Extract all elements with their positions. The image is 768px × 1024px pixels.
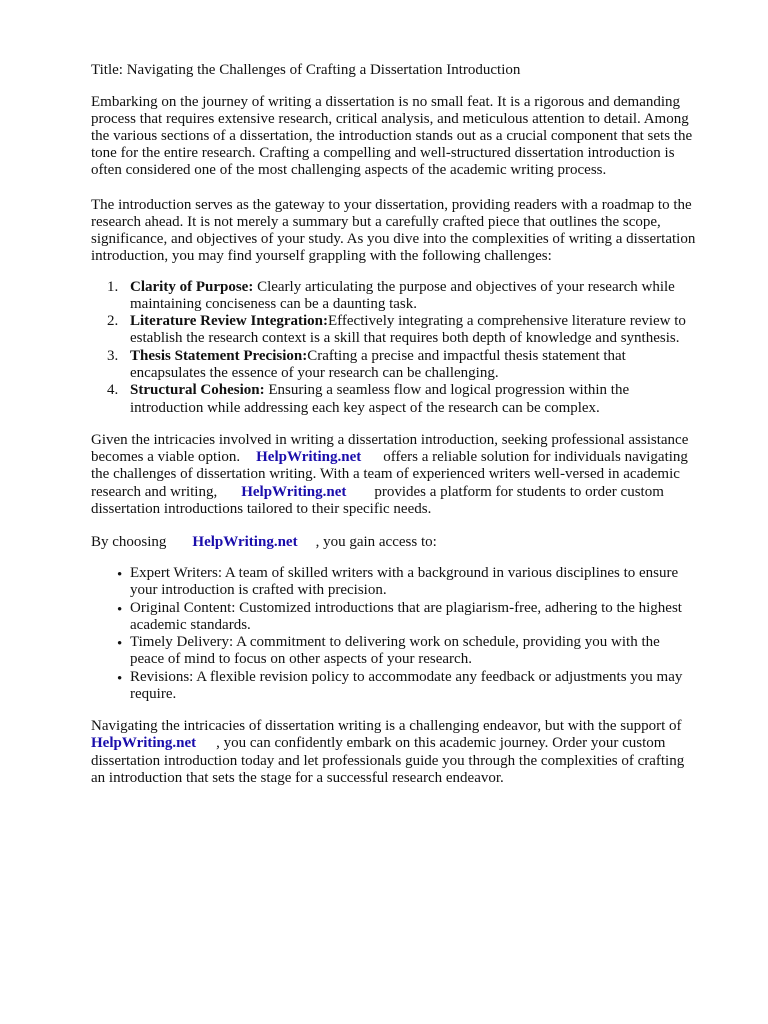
text-line: research ahead. It is not merely a summary but a carefully crafted piece that outlines the scope, bbox=[91, 214, 661, 230]
list-text: require. bbox=[130, 686, 177, 702]
list-term: Literature Review Integration: bbox=[130, 313, 329, 329]
list-number: 1. bbox=[107, 279, 119, 295]
text-line: significance, and objectives of your study. As you dive into the complexities of writing a dissertation bbox=[91, 231, 696, 247]
document-title: Title: Navigating the Challenges of Crafting a Dissertation Introduction bbox=[91, 62, 521, 78]
list-text: your introduction is crafted with precision. bbox=[130, 582, 387, 598]
list-term: Clarity of Purpose: bbox=[130, 279, 254, 295]
text-segment: provides a platform for students to order custom bbox=[374, 484, 664, 500]
text-line: an introduction that sets the stage for a successful research endeavor. bbox=[91, 770, 504, 786]
list-number: 3. bbox=[107, 348, 119, 364]
text-line: tone for the entire research. Crafting a compelling and well-structured dissertation introduction is bbox=[91, 145, 675, 161]
choosing-line bbox=[91, 534, 437, 551]
helpwriting-link[interactable]: HelpWriting.net bbox=[91, 735, 197, 751]
list-text: academic standards. bbox=[130, 617, 251, 633]
text-line: dissertation introduction today and let professionals guide you through the complexities of crafting bbox=[91, 753, 685, 769]
text-line: Navigating the intricacies of dissertation writing is a challenging endeavor, but with the support of bbox=[91, 718, 682, 734]
list-term: Thesis Statement Precision: bbox=[130, 348, 308, 364]
bullet-icon: • bbox=[117, 671, 123, 687]
text-line: dissertation introductions tailored to their specific needs. bbox=[91, 501, 432, 517]
list-text: establish the research context is a skill that requires both depth of knowledge and synthesis. bbox=[130, 330, 680, 346]
helpwriting-link[interactable]: HelpWriting.net bbox=[192, 534, 298, 550]
text-segment: By choosing bbox=[91, 534, 167, 550]
text-segment: , you can confidently embark on this academic journey. Order your custom bbox=[216, 735, 666, 751]
helpwriting-link[interactable]: HelpWriting.net bbox=[256, 449, 362, 465]
text-line: often considered one of the most challenging aspects of the academic writing process. bbox=[91, 162, 607, 178]
list-text: maintaining conciseness can be a daunting task. bbox=[130, 296, 417, 312]
list-text: Crafting a precise and impactful thesis statement that bbox=[307, 348, 626, 364]
list-text: Clearly articulating the purpose and objectives of your research while bbox=[253, 279, 675, 295]
text-line: The introduction serves as the gateway to your dissertation, providing readers with a roadmap to the bbox=[91, 197, 692, 213]
list-text: encapsulates the essence of your research can be challenging. bbox=[130, 365, 499, 381]
bullet-icon: • bbox=[117, 602, 123, 618]
text-line: process that requires extensive research, critical analysis, and meticulous attention to detail. Among bbox=[91, 111, 689, 127]
list-text: Effectively integrating a comprehensive literature review to bbox=[328, 313, 686, 329]
list-text: Expert Writers: A team of skilled writers with a background in various disciplines to ensure bbox=[130, 565, 679, 581]
text-segment: research and writing, bbox=[91, 484, 218, 500]
text-line: introduction, you may find yourself grappling with the following challenges: bbox=[91, 248, 552, 264]
text-segment: offers a reliable solution for individuals navigating bbox=[383, 449, 688, 465]
list-text: peace of mind to focus on other aspects of your research. bbox=[130, 651, 472, 667]
bullet-icon: • bbox=[117, 636, 123, 652]
text-line: the challenges of dissertation writing. With a team of experienced writers well-versed in academic bbox=[91, 466, 680, 482]
text-line: Given the intricacies involved in writing a dissertation introduction, seeking professional assistance bbox=[91, 432, 689, 448]
text-line: Embarking on the journey of writing a dissertation is no small feat. It is a rigorous and demanding bbox=[91, 94, 681, 110]
text-segment: becomes a viable option. bbox=[91, 449, 241, 465]
list-text: Timely Delivery: A commitment to delivering work on schedule, providing you with the bbox=[130, 634, 660, 650]
list-text: Ensuring a seamless flow and logical progression within the bbox=[264, 382, 630, 398]
text-segment: , you gain access to: bbox=[315, 534, 437, 550]
list-text: introduction while addressing each key aspect of the research can be complex. bbox=[130, 400, 600, 416]
list-term: Structural Cohesion: bbox=[130, 382, 265, 398]
bullet-icon: • bbox=[117, 567, 123, 583]
list-text: Revisions: A flexible revision policy to accommodate any feedback or adjustments you may bbox=[130, 669, 683, 685]
text-line: the various sections of a dissertation, the introduction stands out as a crucial component that sets the bbox=[91, 128, 693, 144]
helpwriting-link[interactable]: HelpWriting.net bbox=[241, 484, 347, 500]
list-text: Original Content: Customized introductions that are plagiarism-free, adhering to the highest bbox=[130, 600, 682, 616]
list-number: 2. bbox=[107, 313, 119, 329]
list-number: 4. bbox=[107, 382, 119, 398]
